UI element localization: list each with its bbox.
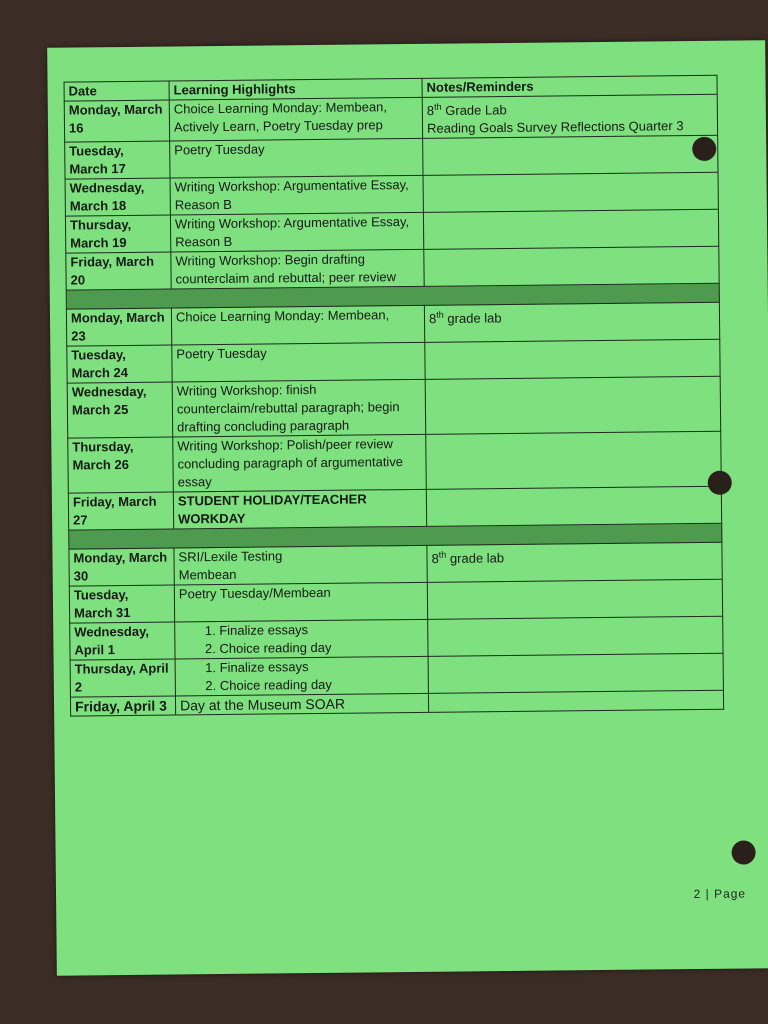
date-cell: Monday, March 30 [69, 548, 174, 586]
highlight-list-item: 2. Choice reading day [220, 675, 424, 695]
learning-highlight-cell: Writing Workshop: Polish/peer review concluding paragraph of argumentative essay [173, 435, 427, 493]
learning-highlight-cell: Writing Workshop: Begin drafting counterclaim and rebuttal; peer review [171, 250, 424, 290]
date-cell: Friday, April 3 [70, 696, 175, 716]
learning-highlight-cell: Choice Learning Monday: Membean, [171, 306, 424, 346]
notes-cell [423, 173, 718, 213]
notes-cell [426, 432, 722, 490]
learning-highlight-cell: Writing Workshop: finish counterclaim/rebuttal paragraph; begin drafting concluding paragraph [172, 380, 426, 438]
table-row [67, 377, 721, 439]
highlight-line: Membean [178, 567, 237, 583]
highlight-line: SRI/Lexile Testing [178, 548, 283, 565]
learning-highlight-cell: Poetry Tuesday [172, 343, 425, 383]
paper-sheet [47, 40, 768, 975]
learning-highlight-cell: Day at the Museum SOAR [175, 694, 428, 716]
learning-highlight-cell: Choice Learning Monday: Membean, Actively Learn, Poetry Tuesday prep [169, 97, 422, 141]
notes-cell [425, 377, 721, 435]
date-cell: Thursday, March 26 [68, 437, 174, 493]
learning-highlight-cell: Poetry Tuesday/Membean [174, 583, 427, 623]
notes-cell [425, 340, 720, 380]
note-line: 8th Grade Lab [426, 101, 507, 119]
date-cell: Monday, March 23 [66, 308, 171, 346]
note-line: 8th grade lab [428, 309, 502, 327]
table-row [68, 432, 722, 494]
notes-cell [423, 136, 718, 176]
date-cell: Monday, March 16 [64, 100, 169, 142]
learning-highlight-cell [174, 546, 427, 586]
date-cell: Tuesday, March 31 [69, 585, 174, 623]
learning-highlight-cell: STUDENT HOLIDAY/TEACHER WORKDAY [173, 490, 426, 530]
learning-highlight-cell: Writing Workshop: Argumentative Essay, Reason B [170, 176, 423, 216]
date-cell: Wednesday, March 25 [67, 382, 173, 438]
learning-highlight-cell [175, 620, 428, 660]
header-notes-reminders: Notes/Reminders [422, 75, 717, 97]
date-cell: Friday, March 20 [66, 252, 171, 290]
learning-highlight-cell: Poetry Tuesday [170, 139, 423, 179]
highlight-list-item: 2. Choice reading day [219, 638, 423, 658]
date-cell: Friday, March 27 [68, 492, 173, 530]
header-learning-highlights: Learning Highlights [169, 78, 422, 100]
date-cell: Wednesday, March 18 [65, 178, 170, 216]
note-line: 8th grade lab [431, 549, 505, 567]
notes-cell [427, 580, 722, 620]
date-cell: Thursday, March 19 [65, 215, 170, 253]
schedule-body [64, 94, 723, 716]
date-cell: Thursday, April 2 [70, 659, 175, 697]
page-number: 2 | Page [693, 886, 747, 902]
notes-cell [423, 210, 718, 250]
binder-hole [732, 840, 756, 864]
learning-highlight-cell [175, 657, 428, 697]
date-cell: Tuesday, March 24 [67, 345, 172, 383]
table-row [64, 94, 717, 142]
notes-cell [426, 487, 721, 527]
highlight-list-item: 1. Finalize essays [220, 657, 424, 677]
notes-cell [428, 617, 723, 657]
notes-cell [424, 303, 719, 343]
note-line: Reading Goals Survey Reflections Quarter 3 [426, 118, 684, 137]
notes-cell [428, 691, 723, 713]
highlight-list [179, 620, 423, 659]
header-date: Date [64, 81, 169, 101]
schedule-table [64, 75, 725, 717]
highlight-list [180, 657, 424, 696]
notes-cell [427, 543, 722, 583]
notes-cell [422, 94, 717, 138]
date-cell: Tuesday, March 17 [65, 141, 170, 179]
learning-highlight-cell: Writing Workshop: Argumentative Essay, Reason B [170, 213, 423, 253]
date-cell: Wednesday, April 1 [70, 622, 175, 660]
notes-cell [428, 654, 723, 694]
notes-cell [424, 247, 719, 287]
highlight-list-item: 1. Finalize essays [219, 620, 423, 640]
